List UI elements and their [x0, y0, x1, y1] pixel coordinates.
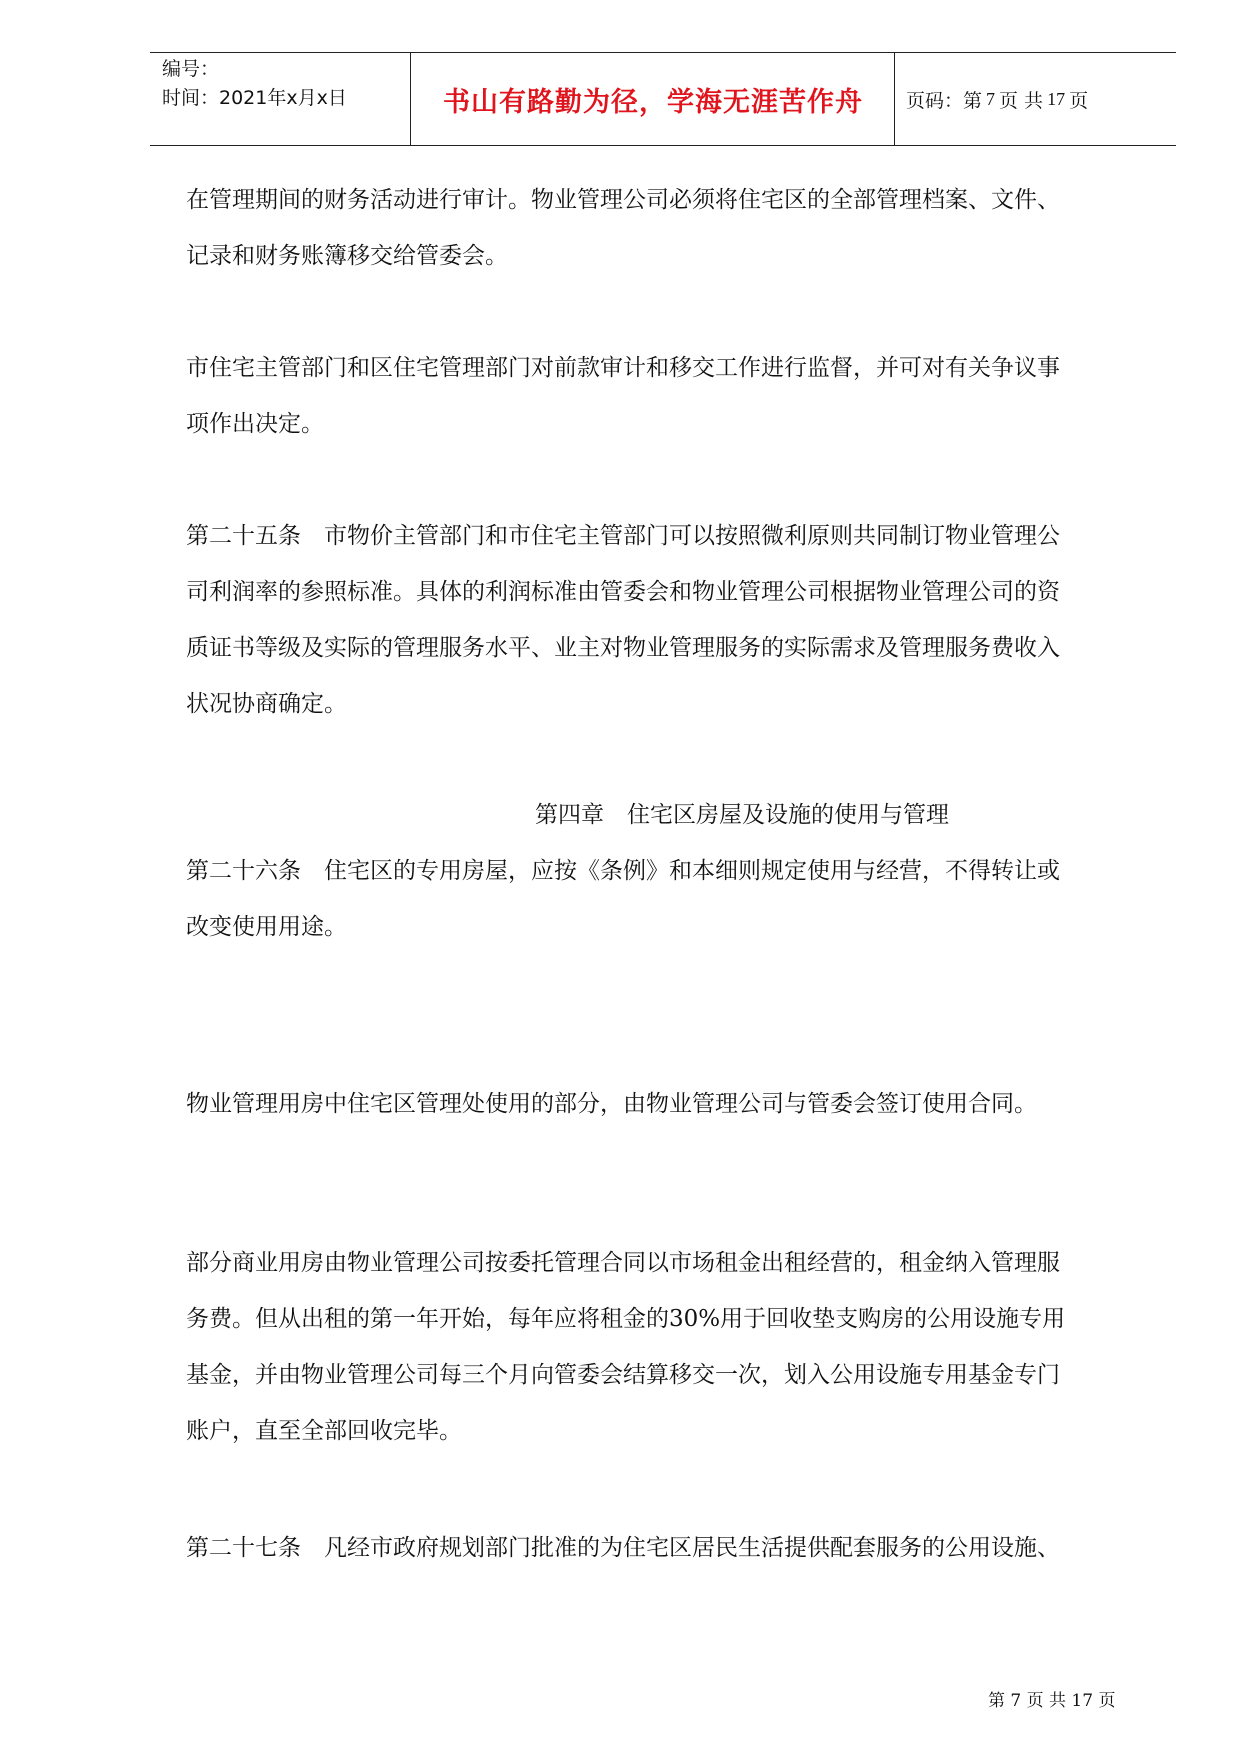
text-line: 状况协商确定。: [186, 691, 347, 717]
article-25: [186, 508, 1134, 732]
paragraph-management-office: [186, 1076, 1134, 1132]
page-footer: 第 7 页 共 17 页: [988, 1691, 1116, 1711]
page-header: [150, 52, 1176, 146]
article-26: [186, 843, 1134, 955]
page-suffix: 页: [1069, 89, 1089, 112]
paragraph-commercial-rent: [186, 1235, 1134, 1459]
text-line: 务费。但从出租的第一年开始，每年应将租金的30%用于回收垫支购房的公用设施专用: [186, 1306, 1066, 1332]
document-number-label: 编号：: [162, 58, 220, 80]
page-mid: 页 共: [999, 89, 1044, 112]
text-line: 市住宅主管部门和区住宅管理部门对前款审计和移交工作进行监督，并可对有关争议事: [186, 355, 1060, 381]
header-meta: [162, 55, 408, 113]
header-divider: [410, 53, 411, 145]
text-line: 第二十六条 住宅区的专用房屋，应按《条例》和本细则规定使用与经营，不得转让或: [186, 858, 1060, 884]
text-line: 基金，并由物业管理公司每三个月向管委会结算移交一次，划入公用设施专用基金专门: [186, 1362, 1060, 1388]
paragraph-supervision: [186, 340, 1134, 452]
text-line: 质证书等级及实际的管理服务水平、业主对物业管理服务的实际需求及管理服务费收入: [186, 635, 1060, 661]
text-line: 部分商业用房由物业管理公司按委托管理合同以市场租金出租经营的，租金纳入管理服: [186, 1250, 1060, 1276]
text-line: 司利润率的参照标准。具体的利润标准由管委会和物业管理公司根据物业管理公司的资: [186, 579, 1060, 605]
page-prefix: 页码：第: [906, 89, 983, 112]
text-line: 项作出决定。: [186, 411, 324, 437]
page-current: 7: [986, 88, 996, 109]
document-time-label: 时间：2021年x月x日: [162, 87, 347, 109]
text-line: 第二十五条 市物价主管部门和市住宅主管部门可以按照微利原则共同制订物业管理公: [186, 523, 1060, 549]
text-line: 改变使用用途。: [186, 914, 347, 940]
article-27: [186, 1520, 1134, 1576]
text-line: 第二十七条 凡经市政府规划部门批准的为住宅区居民生活提供配套服务的公用设施、: [186, 1535, 1060, 1561]
text-line: 账户，直至全部回收完毕。: [186, 1418, 462, 1444]
text-line: 记录和财务账簿移交给管委会。: [186, 243, 508, 269]
text-line: 物业管理用房中住宅区管理处使用的部分，由物业管理公司与管委会签订使用合同。: [186, 1091, 1037, 1117]
paragraph-audit: [186, 172, 1134, 284]
chapter-heading: 第四章 住宅区房屋及设施的使用与管理: [535, 802, 949, 828]
header-divider: [894, 53, 895, 145]
page-total: 17: [1047, 88, 1066, 109]
text-line: 在管理期间的财务活动进行审计。物业管理公司必须将住宅区的全部管理档案、文件、: [186, 187, 1060, 213]
header-motto: 书山有路勤为径，学海无涯苦作舟: [443, 86, 863, 118]
header-page-info: [906, 53, 1166, 145]
